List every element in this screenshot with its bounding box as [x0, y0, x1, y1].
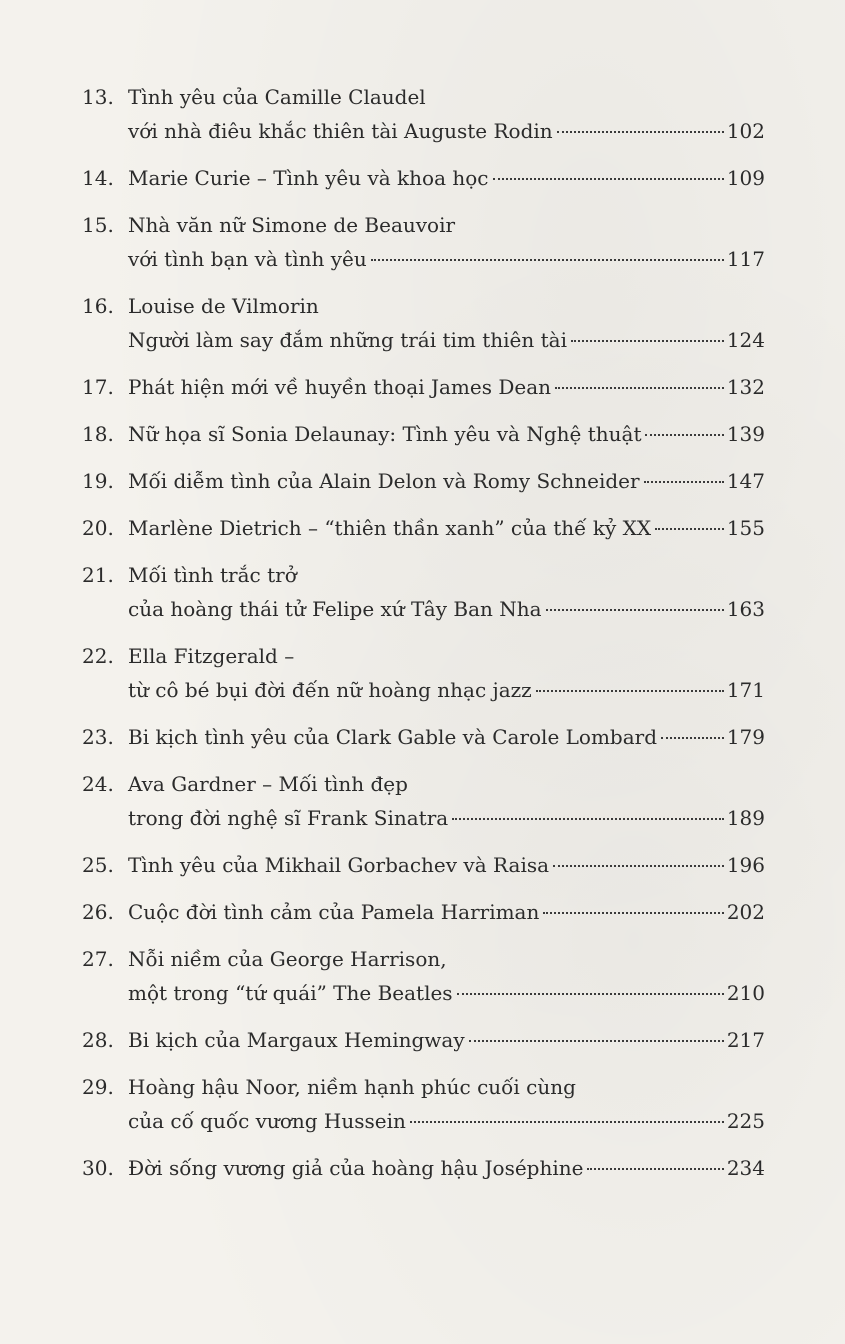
entry-title-line	[128, 511, 765, 545]
entry-title	[128, 511, 765, 545]
entry-title	[128, 895, 765, 929]
entry-title	[128, 1023, 765, 1057]
entry-title-line	[128, 639, 765, 673]
page-number: 155	[726, 516, 765, 540]
entry-title-line	[128, 161, 765, 195]
entry-title-text: Người làm say đắm những trái tim thiên tài	[128, 328, 567, 352]
toc-entry	[82, 417, 765, 451]
toc-entry	[82, 161, 765, 195]
toc-entry	[82, 1070, 765, 1138]
entry-title	[128, 1151, 765, 1185]
toc-entry	[82, 289, 765, 357]
entry-title-text: Mối tình trắc trở	[128, 563, 297, 587]
entry-title-line	[128, 848, 765, 882]
page-number: 189	[726, 806, 765, 830]
entry-title-line	[128, 801, 765, 835]
entry-title-line	[128, 1151, 765, 1185]
entry-title-line	[128, 114, 765, 148]
page-number: 196	[726, 853, 765, 877]
page-number: 202	[726, 900, 765, 924]
dot-leader	[493, 178, 724, 180]
entry-title-text: Ella Fitzgerald –	[128, 644, 295, 668]
page-number: 234	[726, 1156, 765, 1180]
dot-leader	[536, 690, 724, 692]
entry-title-text: từ cô bé bụi đời đến nữ hoàng nhạc jazz	[128, 678, 532, 702]
entry-title-text: Louise de Vilmorin	[128, 294, 319, 318]
entry-title-text: Nỗi niềm của George Harrison,	[128, 947, 447, 971]
entry-title-text: Đời sống vương giả của hoàng hậu Joséphine	[128, 1156, 584, 1180]
page-number: 171	[726, 678, 765, 702]
entry-title-line	[128, 323, 765, 357]
entry-title-line	[128, 417, 765, 451]
entry-title-text: với tình bạn và tình yêu	[128, 247, 367, 271]
dot-leader	[410, 1121, 724, 1123]
toc-entry	[82, 720, 765, 754]
entry-title-text: Ava Gardner – Mối tình đẹp	[128, 772, 408, 796]
entry-title-line	[128, 592, 765, 626]
toc-entry	[82, 895, 765, 929]
page-number: 225	[726, 1109, 765, 1133]
toc-entry	[82, 370, 765, 404]
entry-title-text: của cố quốc vương Hussein	[128, 1109, 406, 1133]
entry-title-text: với nhà điêu khắc thiên tài Auguste Rodin	[128, 119, 553, 143]
entry-title	[128, 558, 765, 626]
entry-title-text: Nhà văn nữ Simone de Beauvoir	[128, 213, 456, 237]
entry-title-text: Marlène Dietrich – “thiên thần xanh” của thế kỷ XX	[128, 516, 652, 540]
page-number: 117	[726, 247, 765, 271]
entry-title-line	[128, 80, 765, 114]
entry-number: 20.	[82, 516, 114, 540]
entry-title-line	[128, 464, 765, 498]
entry-title-text: Marie Curie – Tình yêu và khoa học	[128, 166, 489, 190]
toc-entry	[82, 80, 765, 148]
entry-title-line	[128, 1070, 765, 1104]
toc-entry	[82, 208, 765, 276]
dot-leader	[555, 387, 724, 389]
entry-number: 28.	[82, 1028, 114, 1052]
entry-number: 25.	[82, 853, 114, 877]
entry-title-line	[128, 673, 765, 707]
entry-title	[128, 208, 765, 276]
entry-number: 24.	[82, 772, 114, 796]
entry-title-line	[128, 208, 765, 242]
entry-number: 26.	[82, 900, 114, 924]
dot-leader	[457, 993, 724, 995]
entry-title-line	[128, 895, 765, 929]
entry-number: 21.	[82, 563, 114, 587]
entry-title-line	[128, 942, 765, 976]
entry-number: 27.	[82, 947, 114, 971]
entry-number: 18.	[82, 422, 114, 446]
entry-title-line	[128, 558, 765, 592]
entry-title	[128, 639, 765, 707]
page-number: 132	[726, 375, 765, 399]
entry-title-text: của hoàng thái tử Felipe xứ Tây Ban Nha	[128, 597, 542, 621]
toc-entry	[82, 464, 765, 498]
entry-title-text: trong đời nghệ sĩ Frank Sinatra	[128, 806, 449, 830]
entry-title-line	[128, 1023, 765, 1057]
entry-title	[128, 80, 765, 148]
entry-number: 19.	[82, 469, 114, 493]
entry-title-text: Tình yêu của Camille Claudel	[128, 85, 426, 109]
dot-leader	[452, 818, 724, 820]
toc-entry	[82, 942, 765, 1010]
entry-title	[128, 1070, 765, 1138]
entry-title-line	[128, 720, 765, 754]
page-number: 163	[726, 597, 765, 621]
entry-title-line	[128, 976, 765, 1010]
dot-leader	[645, 434, 723, 436]
page-number: 179	[726, 725, 765, 749]
entry-title-text: một trong “tứ quái” The Beatles	[128, 981, 453, 1005]
toc-entry	[82, 767, 765, 835]
entry-title-text: Phát hiện mới về huyền thoại James Dean	[128, 375, 552, 399]
dot-leader	[371, 259, 724, 261]
entry-title-line	[128, 242, 765, 276]
entry-title	[128, 370, 765, 404]
dot-leader	[661, 737, 724, 739]
dot-leader	[571, 340, 724, 342]
dot-leader	[655, 528, 724, 530]
entry-title-text: Nữ họa sĩ Sonia Delaunay: Tình yêu và Nghệ thuật	[128, 422, 642, 446]
dot-leader	[644, 481, 724, 483]
page-number: 147	[726, 469, 765, 493]
entry-title-text: Mối diễm tình của Alain Delon và Romy Schneider	[128, 469, 640, 493]
entry-title-text: Bi kịch tình yêu của Clark Gable và Carole Lombard	[128, 725, 658, 749]
page-number: 102	[726, 119, 765, 143]
entry-number: 17.	[82, 375, 114, 399]
toc-entry	[82, 1151, 765, 1185]
entry-title	[128, 464, 765, 498]
entry-title	[128, 289, 765, 357]
entry-title	[128, 417, 765, 451]
entry-number: 22.	[82, 644, 114, 668]
page-number: 139	[726, 422, 765, 446]
entry-number: 29.	[82, 1075, 114, 1099]
entry-title-line	[128, 370, 765, 404]
dot-leader	[553, 865, 724, 867]
entry-number: 14.	[82, 166, 114, 190]
entry-title-text: Hoàng hậu Noor, niềm hạnh phúc cuối cùng	[128, 1075, 576, 1099]
page-number: 124	[726, 328, 765, 352]
page-number: 109	[726, 166, 765, 190]
entry-number: 15.	[82, 213, 114, 237]
entry-title	[128, 161, 765, 195]
dot-leader	[587, 1168, 723, 1170]
page-number: 217	[726, 1028, 765, 1052]
entry-title-text: Cuộc đời tình cảm của Pamela Harriman	[128, 900, 540, 924]
toc-entry	[82, 639, 765, 707]
entry-title-line	[128, 767, 765, 801]
entry-title-text: Bi kịch của Margaux Hemingway	[128, 1028, 465, 1052]
entry-title	[128, 767, 765, 835]
page-number: 210	[726, 981, 765, 1005]
entry-title	[128, 720, 765, 754]
entry-number: 23.	[82, 725, 114, 749]
toc-entry	[82, 1023, 765, 1057]
dot-leader	[469, 1040, 724, 1042]
entry-title-line	[128, 1104, 765, 1138]
entry-title	[128, 848, 765, 882]
toc-entry	[82, 848, 765, 882]
entry-number: 13.	[82, 85, 114, 109]
table-of-contents	[82, 80, 765, 1198]
dot-leader	[543, 912, 723, 914]
entry-title-text: Tình yêu của Mikhail Gorbachev và Raisa	[128, 853, 550, 877]
dot-leader	[557, 131, 724, 133]
entry-number: 16.	[82, 294, 114, 318]
toc-entry	[82, 511, 765, 545]
entry-number: 30.	[82, 1156, 114, 1180]
entry-title	[128, 942, 765, 1010]
dot-leader	[546, 609, 724, 611]
toc-entry	[82, 558, 765, 626]
entry-title-line	[128, 289, 765, 323]
